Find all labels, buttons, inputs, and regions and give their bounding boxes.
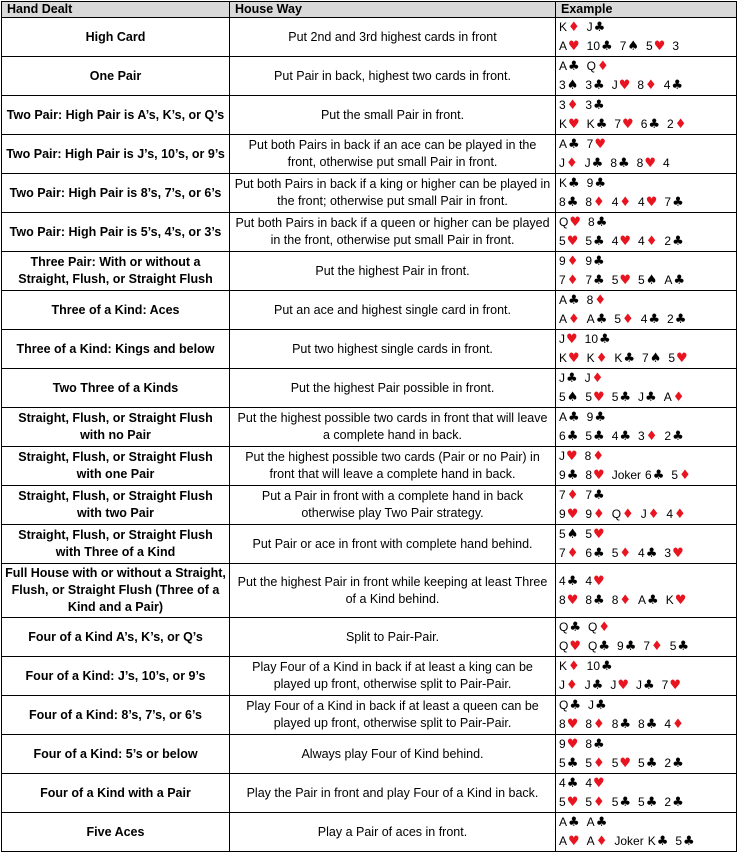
front-hand [559,369,736,388]
front-hand [559,657,736,676]
back-hand [559,427,736,446]
example-cell [556,696,737,735]
card: J♥ [559,332,578,347]
card: 7♠ [642,351,662,366]
card: 5♦ [671,468,691,483]
house-way-cell: Put both Pairs in back if a king or higher can be played in the front; otherwise put small Pair in front. [230,174,556,213]
card: 4♦ [611,195,632,210]
card: 2♣ [664,756,684,771]
card: A♣ [559,410,580,425]
card: J♥ [611,78,631,93]
card: 5♣ [585,234,605,249]
card: 4♦ [666,507,686,522]
house-way-cell: Play a Pair of aces in front. [230,813,556,852]
house-way-cell: Put the highest possible two cards (Pair or no Pair) in front that will leave a complete hand in back. [230,447,556,486]
house-way-table [1,1,737,852]
table-row [2,774,737,813]
example-cell [556,252,737,291]
card: 8♣ [585,737,605,752]
house-way-cell: Put Pair or ace in front with complete hand behind. [230,525,556,564]
front-hand [559,96,736,115]
table-row [2,618,737,657]
card: K♦ [559,659,580,674]
card: A♣ [586,815,608,830]
hand-dealt-cell: Two Three of a Kinds [2,369,230,408]
back-hand [559,76,736,95]
card: 5♦ [611,546,632,561]
card: 5♥ [559,234,579,249]
house-way-cell: Put a Pair in front with a complete hand in back otherwise play Two Pair strategy. [230,486,556,525]
front-hand [559,813,736,832]
hand-dealt-cell: Four of a Kind: 8’s, 7’s, or 6’s [2,696,230,735]
card: J♣ [588,698,607,713]
card: 9♣ [617,639,637,654]
card: K♣ [614,351,636,366]
card: 5♠ [638,273,658,288]
table-body [2,18,737,852]
card: J♦ [559,156,578,171]
house-way-cell: Put two highest single cards in front. [230,330,556,369]
card: 4♥ [638,195,658,210]
front-hand [559,57,736,76]
card: 3♠ [559,78,579,93]
card: 9♦ [585,507,605,522]
front-hand [559,572,736,591]
front-hand [559,735,736,754]
hand-dealt-cell: Four of a Kind: J’s, 10’s, or 9’s [2,657,230,696]
card: 5♥ [585,527,605,542]
card: 5♥ [611,756,632,771]
header-house-way: House Way [230,2,556,18]
example-cell [556,525,737,564]
hand-dealt-cell: Four of a Kind A’s, K’s, or Q’s [2,618,230,657]
card: 4♣ [640,312,661,327]
card: 7♥ [586,137,607,152]
card: 8♣ [588,215,608,230]
front-hand [559,135,736,154]
hand-dealt-cell: Two Pair: High Pair is A’s, K’s, or Q’s [2,96,230,135]
card: Joker [614,834,644,848]
hand-dealt-cell: Two Pair: High Pair is 5’s, 4’s, or 3’s [2,213,230,252]
card: 5♠ [559,527,579,542]
card: Q♥ [559,639,581,654]
card: 8♦ [586,293,607,308]
card: J♣ [638,390,657,405]
table-row [2,447,737,486]
example-cell [556,135,737,174]
card: 9♦ [559,254,579,269]
hand-dealt-cell: Straight, Flush, or Straight Flush with two Pair [2,486,230,525]
back-hand [559,505,736,524]
front-hand [559,252,736,271]
example-cell [556,213,737,252]
card: 7♥ [661,678,681,693]
card: 5♥ [559,795,579,810]
example-cell [556,18,737,57]
table-row [2,18,737,57]
front-hand [559,618,736,637]
card: 8♣ [611,717,632,732]
back-hand [559,793,736,812]
card: 5♣ [638,756,658,771]
back-hand [559,591,736,610]
card: 4♦ [664,717,684,732]
table-row [2,369,737,408]
table-row [2,735,737,774]
hand-dealt-cell: Three of a Kind: Kings and below [2,330,230,369]
card: 10♣ [586,39,613,54]
card: 7♣ [585,273,605,288]
back-hand [559,193,736,212]
house-way-cell: Put Pair in back, highest two cards in front. [230,57,556,96]
card: 4♦ [638,234,658,249]
card: 8♦ [637,78,657,93]
house-way-cell: Play Four of a Kind in back if at least a king can be played up front, otherwise split to Pair-Pair. [230,657,556,696]
card: 9♣ [586,176,607,191]
card: K♣ [559,176,580,191]
hand-dealt-cell: Three of a Kind: Aces [2,291,230,330]
card: K♥ [665,592,687,608]
card: 8♦ [584,449,604,464]
card: A♣ [586,312,608,327]
card: 7♦ [559,546,579,561]
example-cell [556,447,737,486]
table-row [2,657,737,696]
back-hand [559,466,736,485]
card: 3♣ [585,98,605,113]
hand-dealt-cell: Four of a Kind with a Pair [2,774,230,813]
card: 6♣ [645,468,665,483]
card: 7♥ [614,117,634,132]
card: 4♥ [585,573,605,589]
card: 4♥ [611,234,632,249]
card: J♦ [584,371,604,386]
front-hand [559,174,736,193]
card: A♥ [559,834,580,849]
hand-dealt-cell: Four of a Kind: 5’s or below [2,735,230,774]
house-way-cell: Put both Pairs in back if a queen or higher can be played in the front, otherwise put small Pair in front. [230,213,556,252]
card: J♦ [640,507,660,522]
back-hand [559,232,736,251]
back-hand [559,37,736,56]
back-hand [559,349,736,368]
card: J♥ [559,449,578,464]
house-way-cell: Put the highest Pair in front while keeping at least Three of a Kind behind. [230,564,556,618]
house-way-cell: Put the highest Pair possible in front. [230,369,556,408]
card: 4♣ [611,429,632,444]
card: J♣ [635,678,655,693]
card: 5♣ [611,390,632,405]
card: K♥ [559,351,580,366]
table-row [2,408,737,447]
example-cell [556,174,737,213]
card: Q♣ [559,698,581,713]
header-example: Example [556,2,737,18]
example-cell [556,369,737,408]
house-way-cell: Play Four of a Kind in back if at least a queen can be played up front, otherwise split to Pair-Pair. [230,696,556,735]
back-hand [559,388,736,407]
card: 5♥ [646,39,666,54]
table-row [2,486,737,525]
hand-dealt-cell: Three Pair: With or without a Straight, Flush, or Straight Flush [2,252,230,291]
card: A♣ [638,592,659,608]
card: J♣ [584,156,604,171]
back-hand [559,271,736,290]
house-way-cell: Put both Pairs in back if an ace can be played in the front, otherwise put small Pair in front. [230,135,556,174]
card: 5♣ [638,795,658,810]
card: 8♣ [638,717,658,732]
card: Q♥ [559,215,581,230]
card: 3 [672,39,680,53]
example-cell [556,735,737,774]
back-hand [559,754,736,773]
table-row [2,696,737,735]
front-hand [559,408,736,427]
card: J♣ [584,678,604,693]
example-cell [556,774,737,813]
card: 4♣ [559,776,579,791]
back-hand [559,154,736,173]
card: K♦ [559,20,580,35]
hand-dealt-cell: Two Pair: High Pair is 8’s, 7’s, or 6’s [2,174,230,213]
table-row [2,213,737,252]
house-way-cell: Put the highest possible two cards in front that will leave a complete hand in back. [230,408,556,447]
card: J♣ [559,371,578,386]
front-hand [559,330,736,349]
card: 4♣ [638,546,658,561]
card: 2♣ [667,312,687,327]
card: 5♥ [611,273,632,288]
card: 10♣ [586,659,613,674]
front-hand [559,447,736,466]
card: Joker [611,468,642,482]
card: 7♦ [559,273,579,288]
card: 7♣ [585,488,605,503]
card: 5♦ [585,795,605,810]
card: 4♣ [663,78,684,93]
card: 5♥ [668,351,688,366]
card: 7♦ [643,639,663,654]
card: 8♣ [585,592,605,608]
table-row [2,135,737,174]
table-row [2,813,737,852]
card: J♦ [559,678,578,693]
card: 5♠ [559,390,579,405]
table-row [2,291,737,330]
card: A♣ [559,137,580,152]
example-cell [556,57,737,96]
card: Q♦ [586,59,609,74]
example-cell [556,291,737,330]
card: J♣ [586,20,606,35]
header-hand-dealt: Hand Dealt [2,2,230,18]
card: A♦ [663,390,685,405]
card: J♥ [610,678,629,693]
card: 8♣ [610,156,630,171]
example-cell [556,330,737,369]
card: Q♦ [588,620,610,635]
table-row [2,96,737,135]
card: 8♣ [559,195,579,210]
table-row [2,252,737,291]
card: 5♥ [585,390,605,405]
hand-dealt-cell: Five Aces [2,813,230,852]
card: 9♣ [585,254,605,269]
card: 4♥ [585,776,605,791]
header-row [2,2,737,18]
card: 9♣ [586,410,607,425]
card: 5♣ [675,834,695,849]
card: 3♥ [664,546,684,561]
card: Q♦ [611,507,634,522]
card: 8♥ [636,156,656,171]
back-hand [559,715,736,734]
example-cell [556,408,737,447]
front-hand [559,18,736,37]
front-hand [559,774,736,793]
card: Q♣ [588,639,610,654]
card: 2♣ [664,795,684,810]
card: 7♣ [664,195,684,210]
card: 8♥ [559,717,579,732]
back-hand [559,832,736,851]
card: Q♣ [559,620,581,635]
back-hand [559,637,736,656]
card: A♦ [559,312,580,327]
hand-dealt-cell: High Card [2,18,230,57]
table-row [2,330,737,369]
hand-dealt-cell: Full House with or without a Straight, Flush, or Straight Flush (Three of a Kind and a Pair) [2,564,230,618]
card: 2♣ [664,234,684,249]
card: 3♣ [585,78,605,93]
house-way-cell: Put the small Pair in front. [230,96,556,135]
front-hand [559,213,736,232]
card: 8♥ [585,468,605,483]
example-cell [556,486,737,525]
house-way-cell: Play the Pair in front and play Four of a Kind in back. [230,774,556,813]
table-row [2,174,737,213]
card: 3♦ [638,429,658,444]
card: 5♦ [585,756,605,771]
example-cell [556,618,737,657]
front-hand [559,291,736,310]
card: 10♣ [584,332,611,347]
card: 5♦ [614,312,634,327]
example-cell [556,813,737,852]
card: 6♣ [559,429,579,444]
card: 4 [663,156,670,170]
card: 5♣ [611,795,632,810]
card: 3♦ [559,98,579,113]
card: 5♣ [669,639,690,654]
card: K♥ [559,117,580,132]
card: 9♣ [559,468,579,483]
example-cell [556,657,737,696]
card: A♣ [559,59,580,74]
card: 4♣ [559,573,579,589]
card: 5♣ [559,756,579,771]
front-hand [559,486,736,505]
table-row [2,564,737,618]
hand-dealt-cell: Straight, Flush, or Straight Flush with no Pair [2,408,230,447]
table-row [2,525,737,564]
back-hand [559,310,736,329]
house-way-cell: Always play Four of Kind behind. [230,735,556,774]
card: 8♦ [585,717,605,732]
card: 7♦ [559,488,579,503]
hand-dealt-cell: Straight, Flush, or Straight Flush with Three of a Kind [2,525,230,564]
example-cell [556,96,737,135]
house-way-cell: Put an ace and highest single card in front. [230,291,556,330]
card: 8♥ [559,592,579,608]
card: 2♣ [664,429,684,444]
card: 8♦ [585,195,605,210]
card: A♥ [559,39,580,54]
house-way-cell: Put 2nd and 3rd highest cards in front [230,18,556,57]
hand-dealt-cell: Two Pair: High Pair is J’s, 10’s, or 9’s [2,135,230,174]
card: 6♣ [585,546,605,561]
card: K♣ [647,834,669,849]
hand-dealt-cell: Straight, Flush, or Straight Flush with one Pair [2,447,230,486]
card: 9♥ [559,507,579,522]
card: 8♦ [611,592,632,608]
back-hand [559,544,736,563]
front-hand [559,525,736,544]
card: 2♦ [667,117,687,132]
card: A♦ [586,834,608,849]
back-hand [559,115,736,134]
card: 7♠ [619,39,640,54]
example-cell [556,564,737,618]
front-hand [559,696,736,715]
table-row [2,57,737,96]
house-way-cell: Split to Pair-Pair. [230,618,556,657]
house-way-cell: Put the highest Pair in front. [230,252,556,291]
card: 6♣ [640,117,661,132]
card: K♣ [586,117,608,132]
card: A♣ [559,815,580,830]
card: A♣ [559,293,580,308]
hand-dealt-cell: One Pair [2,57,230,96]
card: 9♥ [559,737,579,752]
back-hand [559,676,736,695]
card: A♣ [664,273,686,288]
card: 5♣ [585,429,605,444]
card: K♦ [586,351,608,366]
